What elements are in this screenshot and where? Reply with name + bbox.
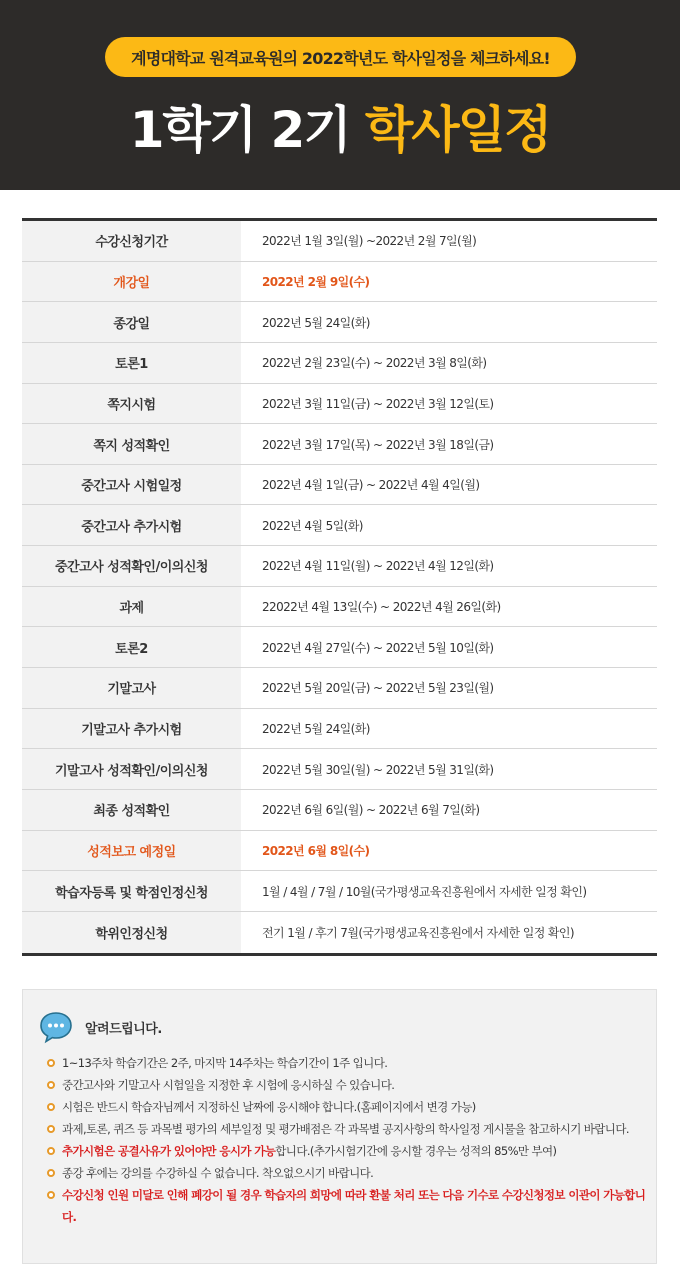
schedule-value: 2022년 5월 30일(월) ~ 2022년 5월 31일(화) bbox=[262, 762, 494, 777]
schedule-value: 2022년 2월 23일(수) ~ 2022년 3월 8일(화) bbox=[262, 356, 487, 371]
schedule-label: 기말고사 성적확인/이의신청 bbox=[22, 749, 241, 789]
schedule-value: 전기 1월 / 후기 7월(국가평생교육진흥원에서 자세한 일정 확인) bbox=[262, 925, 574, 940]
page-header bbox=[0, 0, 680, 190]
notice-text: 시험은 반드시 학습자님께서 지정하신 날짜에 응시해야 합니다.(홈페이지에서 변경 가능) bbox=[62, 1100, 476, 1114]
table-row bbox=[22, 709, 657, 750]
bullet-icon bbox=[47, 1081, 55, 1089]
table-row bbox=[22, 831, 657, 872]
schedule-value: 2022년 5월 24일(화) bbox=[262, 722, 370, 736]
table-row bbox=[22, 424, 657, 465]
notice-box bbox=[22, 989, 657, 1264]
page-title bbox=[0, 90, 680, 162]
table-row bbox=[22, 465, 657, 506]
schedule-label: 최종 성적확인 bbox=[22, 790, 241, 830]
schedule-value: 2022년 6월 8일(수) bbox=[262, 843, 370, 858]
table-row bbox=[22, 749, 657, 790]
bullet-icon bbox=[47, 1147, 55, 1155]
notice-text: 중간고사와 기말고사 시험일을 지정한 후 시험에 응시하실 수 있습니다. bbox=[62, 1078, 395, 1092]
schedule-label: 종강일 bbox=[22, 302, 241, 342]
schedule-table bbox=[22, 218, 657, 956]
schedule-value: 2022년 5월 24일(화) bbox=[262, 315, 370, 330]
notice-text: 합니다.(추가시험기간에 응시할 경우는 성적의 85%만 부여) bbox=[275, 1144, 557, 1158]
table-row bbox=[22, 627, 657, 668]
notice-emphasis: 추가시험은 공결사유가 있어야만 응시가 가능 bbox=[62, 1144, 276, 1158]
schedule-value: 2022년 3월 11일(금) ~ 2022년 3월 12일(토) bbox=[262, 396, 494, 411]
title-accent: 학사일정 bbox=[365, 101, 551, 159]
schedule-value: 2022년 4월 27일(수) ~ 2022년 5월 10일(화) bbox=[262, 640, 494, 655]
schedule-label: 중간고사 추가시험 bbox=[22, 505, 241, 545]
schedule-label: 쪽지 성적확인 bbox=[22, 424, 241, 464]
notice-list bbox=[47, 1052, 647, 1228]
schedule-label: 중간고사 성적확인/이의신청 bbox=[22, 546, 241, 586]
notice-header bbox=[39, 1010, 162, 1044]
table-row bbox=[22, 343, 657, 384]
list-item bbox=[47, 1140, 647, 1162]
list-item bbox=[47, 1052, 647, 1074]
schedule-value: 2022년 5월 20일(금) ~ 2022년 5월 23일(월) bbox=[262, 681, 494, 696]
table-row bbox=[22, 790, 657, 831]
schedule-label: 개강일 bbox=[22, 262, 241, 302]
bullet-icon bbox=[47, 1125, 55, 1133]
schedule-value: 22022년 4월 13일(수) ~ 2022년 4월 26일(화) bbox=[262, 600, 501, 615]
schedule-label: 기말고사 추가시험 bbox=[22, 709, 241, 749]
bullet-icon bbox=[47, 1169, 55, 1177]
schedule-label: 학위인정신청 bbox=[22, 912, 241, 953]
schedule-value: 2022년 6월 6일(월) ~ 2022년 6월 7일(화) bbox=[262, 803, 480, 818]
schedule-value: 2022년 4월 5일(화) bbox=[262, 518, 363, 533]
list-item bbox=[47, 1162, 647, 1184]
notice-text: 과제,토론, 퀴즈 등 과목별 평가의 세부일정 및 평가배점은 각 과목별 공지사항의 학사일정 게시물을 참고하시기 바랍니다. bbox=[62, 1122, 629, 1136]
table-row bbox=[22, 384, 657, 425]
schedule-value: 2022년 2월 9일(수) bbox=[262, 274, 370, 289]
list-item bbox=[47, 1074, 647, 1096]
schedule-label: 성적보고 예정일 bbox=[22, 831, 241, 871]
table-row bbox=[22, 587, 657, 628]
table-row bbox=[22, 871, 657, 912]
schedule-label: 기말고사 bbox=[22, 668, 241, 708]
table-row bbox=[22, 668, 657, 709]
schedule-label: 토론1 bbox=[22, 343, 241, 383]
schedule-label: 토론2 bbox=[22, 627, 241, 667]
table-row bbox=[22, 221, 657, 262]
notice-text: 종강 후에는 강의를 수강하실 수 없습니다. 착오없으시기 바랍니다. bbox=[62, 1166, 374, 1180]
table-row bbox=[22, 262, 657, 303]
table-row bbox=[22, 912, 657, 953]
schedule-label: 과제 bbox=[22, 587, 241, 627]
notice-text: 1~13주차 학습기간은 2주, 마지막 14주차는 학습기간이 1주 입니다. bbox=[62, 1056, 388, 1070]
schedule-label: 쪽지시험 bbox=[22, 384, 241, 424]
list-item bbox=[47, 1184, 647, 1228]
list-item bbox=[47, 1096, 647, 1118]
schedule-label: 수강신청기간 bbox=[22, 221, 241, 261]
schedule-value: 2022년 1월 3일(월) ~2022년 2월 7일(월) bbox=[262, 234, 477, 249]
list-item bbox=[47, 1118, 647, 1140]
speech-bubble-icon bbox=[39, 1010, 73, 1044]
bullet-icon bbox=[47, 1059, 55, 1067]
table-row bbox=[22, 302, 657, 343]
schedule-value: 1월 / 4월 / 7월 / 10월(국가평생교육진흥원에서 자세한 일정 확인) bbox=[262, 884, 587, 899]
schedule-value: 2022년 3월 17일(목) ~ 2022년 3월 18일(금) bbox=[262, 437, 494, 452]
schedule-value: 2022년 4월 1일(금) ~ 2022년 4월 4일(월) bbox=[262, 478, 480, 493]
table-row bbox=[22, 546, 657, 587]
title-main: 1학기 2기 bbox=[129, 101, 350, 159]
schedule-label: 중간고사 시험일정 bbox=[22, 465, 241, 505]
header-subtitle: 계명대학교 원격교육원의 2022학년도 학사일정을 체크하세요! bbox=[105, 37, 576, 77]
schedule-value: 2022년 4월 11일(월) ~ 2022년 4월 12일(화) bbox=[262, 559, 494, 574]
notice-text: 수강신청 인원 미달로 인해 폐강이 될 경우 학습자의 희망에 따라 환불 처리 또는 다음 기수로 수강신청정보 이관이 가능합니다. bbox=[62, 1188, 646, 1224]
notice-title: 알려드립니다. bbox=[85, 1021, 162, 1037]
schedule-label: 학습자등록 및 학점인정신청 bbox=[22, 871, 241, 911]
bullet-icon bbox=[47, 1191, 55, 1199]
bullet-icon bbox=[47, 1103, 55, 1111]
table-row bbox=[22, 505, 657, 546]
